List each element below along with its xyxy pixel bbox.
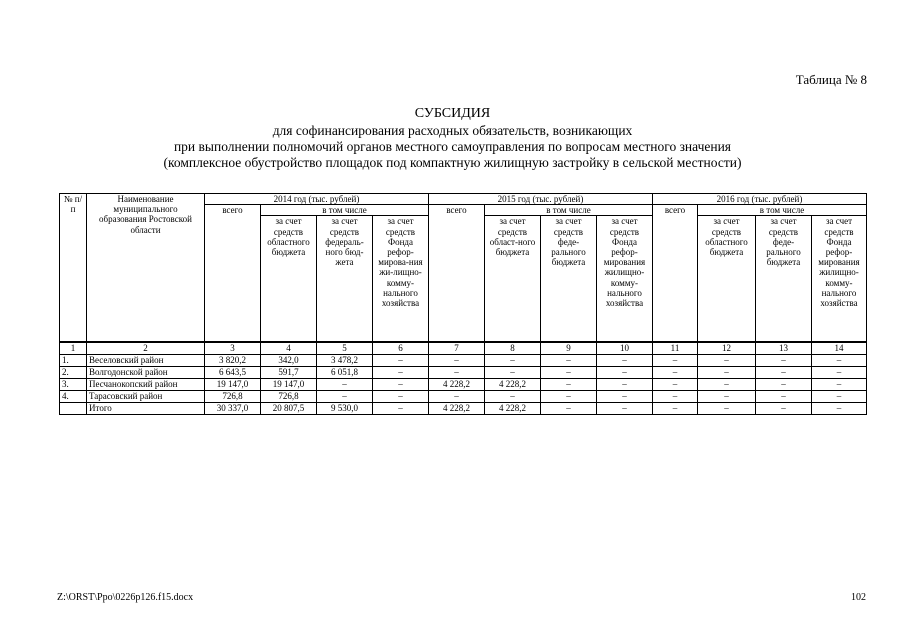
value-cell: – [698, 378, 756, 390]
value-cell: – [597, 402, 653, 414]
value-cell: 4 228,2 [429, 402, 485, 414]
value-cell: – [485, 366, 541, 378]
value-cell: – [373, 378, 429, 390]
subtitle-line-3: (комплексное обустройство площадок под компактную жилищную застройку в сельской местности) [163, 155, 742, 170]
footer-file-path: Z:\ORST\Ppo\0226p126.f15.docx [57, 592, 194, 603]
value-cell: – [541, 402, 597, 414]
header-year-2015: 2015 год (тыс. рублей) [429, 194, 653, 205]
header-including-2014: в том числе [261, 205, 429, 216]
value-cell: – [653, 354, 698, 366]
value-cell: – [373, 366, 429, 378]
value-cell: – [429, 354, 485, 366]
table-row [60, 354, 867, 366]
value-cell: – [756, 354, 812, 366]
value-cell: – [429, 366, 485, 378]
value-cell: – [485, 390, 541, 402]
value-cell: – [597, 378, 653, 390]
value-cell: – [812, 366, 867, 378]
value-cell: – [812, 354, 867, 366]
table-row [60, 378, 867, 390]
value-cell: 9 530,0 [317, 402, 373, 414]
header-year-2016: 2016 год (тыс. рублей) [653, 194, 867, 205]
value-cell: – [541, 390, 597, 402]
row-number-cell [60, 402, 87, 414]
value-cell: – [541, 354, 597, 366]
value-cell: – [653, 366, 698, 378]
value-cell: – [698, 390, 756, 402]
header-total-2014: всего [205, 205, 261, 342]
value-cell: – [597, 390, 653, 402]
footer-page-number: 102 [851, 592, 866, 603]
header-total-2016: всего [653, 205, 698, 342]
subsidy-table [59, 193, 867, 415]
header-2015-regional: за счет средств област-ного бюджета [485, 216, 541, 342]
municipality-cell: Волгодонской район [87, 366, 205, 378]
document-title: СУБСИДИЯ [414, 106, 491, 121]
value-cell: 20 807,5 [261, 402, 317, 414]
value-cell: 342,0 [261, 354, 317, 366]
column-number: 14 [812, 342, 867, 355]
value-cell: – [317, 378, 373, 390]
municipality-cell: Песчанокопский район [87, 378, 205, 390]
value-cell: – [698, 366, 756, 378]
value-cell: 3 478,2 [317, 354, 373, 366]
value-cell: – [653, 378, 698, 390]
row-number-cell: 1. [60, 354, 87, 366]
column-number: 2 [87, 342, 205, 355]
column-number: 9 [541, 342, 597, 355]
value-cell: – [812, 378, 867, 390]
value-cell: 726,8 [261, 390, 317, 402]
row-number-cell: 3. [60, 378, 87, 390]
row-number-cell: 2. [60, 366, 87, 378]
header-2015-federal: за счет средств феде-рального бюджета [541, 216, 597, 342]
value-cell: 591,7 [261, 366, 317, 378]
column-number: 6 [373, 342, 429, 355]
value-cell: – [541, 366, 597, 378]
header-including-2016: в том числе [698, 205, 867, 216]
value-cell: – [597, 366, 653, 378]
value-cell: – [373, 354, 429, 366]
value-cell: – [756, 402, 812, 414]
row-number-cell: 4. [60, 390, 87, 402]
header-2016-fund: за счет средств Фонда рефор-мирования жилищно-комму-нального хозяйства [812, 216, 867, 342]
header-2016-regional: за счет средств областного бюджета [698, 216, 756, 342]
value-cell: – [429, 390, 485, 402]
value-cell: – [373, 390, 429, 402]
header-2015-fund: за счет средств Фонда рефор-мирования жилищно-комму-нального хозяйства [597, 216, 653, 342]
value-cell: 19 147,0 [261, 378, 317, 390]
table-number-label: Таблица № 8 [795, 72, 867, 87]
value-cell: – [541, 378, 597, 390]
municipality-cell: Веселовский район [87, 354, 205, 366]
column-number: 8 [485, 342, 541, 355]
column-number: 10 [597, 342, 653, 355]
value-cell: – [812, 402, 867, 414]
header-no: № п/п [60, 194, 87, 342]
value-cell: 6 051,8 [317, 366, 373, 378]
value-cell: – [653, 402, 698, 414]
value-cell: 4 228,2 [485, 378, 541, 390]
value-cell: – [373, 402, 429, 414]
table-row [60, 390, 867, 402]
column-number: 5 [317, 342, 373, 355]
header-including-2015: в том числе [485, 205, 653, 216]
value-cell: – [317, 390, 373, 402]
value-cell: 726,8 [205, 390, 261, 402]
header-year-2014: 2014 год (тыс. рублей) [205, 194, 429, 205]
value-cell: 4 228,2 [429, 378, 485, 390]
value-cell: – [812, 390, 867, 402]
column-number: 11 [653, 342, 698, 355]
value-cell: – [756, 390, 812, 402]
column-number: 13 [756, 342, 812, 355]
header-total-2015: всего [429, 205, 485, 342]
subtitle-line-1: для софинансирования расходных обязательств, возникающих [272, 123, 633, 138]
value-cell: 6 643,5 [205, 366, 261, 378]
value-cell: – [756, 378, 812, 390]
value-cell: – [756, 366, 812, 378]
value-cell: 4 228,2 [485, 402, 541, 414]
municipality-cell: Итого [87, 402, 205, 414]
municipality-cell: Тарасовский район [87, 390, 205, 402]
value-cell: 30 337,0 [205, 402, 261, 414]
subtitle-line-2: при выполнении полномочий органов местного самоуправления по вопросам местного значения [173, 139, 732, 154]
header-2014-fund: за счет средств Фонда рефор-мирова-ния жи-лищно-комму-нального хозяйства [373, 216, 429, 342]
table-row [60, 366, 867, 378]
value-cell: – [653, 390, 698, 402]
total-row [60, 402, 867, 414]
value-cell: – [485, 354, 541, 366]
value-cell: 3 820,2 [205, 354, 261, 366]
value-cell: – [698, 402, 756, 414]
column-number: 12 [698, 342, 756, 355]
value-cell: – [597, 354, 653, 366]
header-2014-regional: за счет средств областного бюджета [261, 216, 317, 342]
header-2016-federal: за счет средств феде-рального бюджета [756, 216, 812, 342]
column-number: 3 [205, 342, 261, 355]
column-number-row [60, 342, 867, 355]
value-cell: 19 147,0 [205, 378, 261, 390]
header-municipality: Наименование муниципального образования Ростовской области [87, 194, 205, 342]
value-cell: – [698, 354, 756, 366]
column-number: 1 [60, 342, 87, 355]
column-number: 4 [261, 342, 317, 355]
column-number: 7 [429, 342, 485, 355]
header-2014-federal: за счет средств федераль-ного бюд-жета [317, 216, 373, 342]
